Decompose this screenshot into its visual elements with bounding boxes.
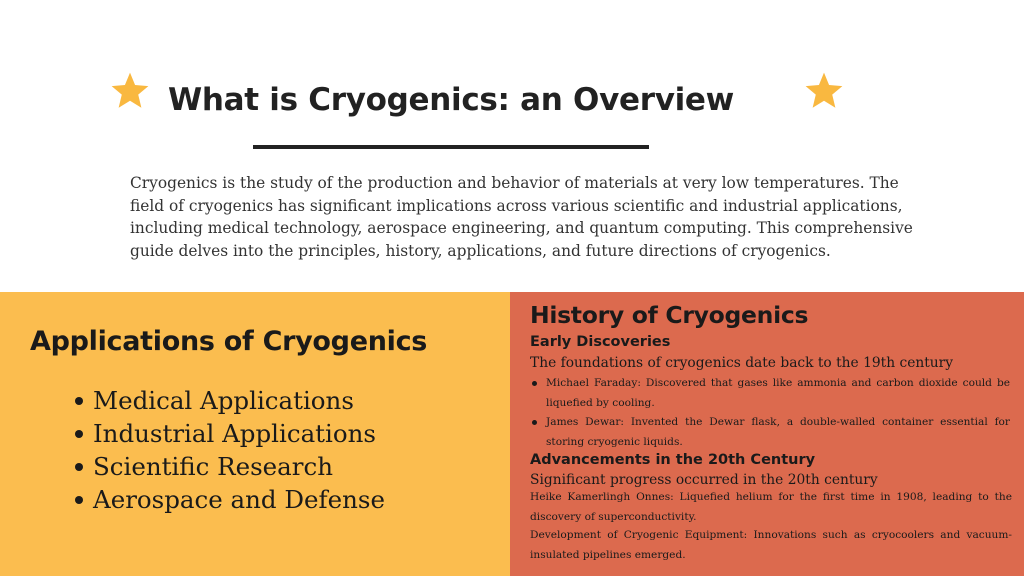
application-label: Aerospace and Defense [93,485,385,514]
bullet-icon [532,381,537,386]
advancements-intro: Significant progress occurred in the 20th century [530,472,878,488]
list-item [530,374,1010,413]
title-divider [253,145,649,149]
applications-list [75,384,385,516]
application-label: Industrial Applications [93,419,376,448]
applications-title: Applications of Cryogenics [30,326,428,357]
star-icon [803,70,845,112]
list-item [530,413,1010,452]
page-title: What is Cryogenics: an Overview [168,82,734,118]
title-row [0,62,1024,138]
history-bullet-text: Michael Faraday: Discovered that gases like ammonia and carbon dioxide could be liquefied by cooling. [546,377,1010,409]
application-label: Scientific Research [93,452,333,481]
advancements-paragraph: Heike Kamerlingh Onnes: Liquefied helium for the first time in 1908, leading to the discovery of superconductivity. [530,491,1012,523]
applications-panel [0,292,510,576]
list-item [75,417,385,450]
intro-paragraph: Cryogenics is the study of the production and behavior of materials at very low temperatures. The field of cryogenics has significant implications across various scientific and industrial applications, including medical technology, aerospace engineering, and quantum computing. This comprehensive guide delves into the principles, history, applications, and future directions of cryogenics. [130,174,913,260]
history-title: History of Cryogenics [530,301,809,329]
list-item [75,483,385,516]
list-item [75,450,385,483]
bullet-icon [75,496,83,504]
history-panel [510,292,1024,576]
application-label: Medical Applications [93,386,354,415]
bullet-icon [75,463,83,471]
list-item [75,384,385,417]
advancements-heading: Advancements in the 20th Century [530,452,816,468]
advancements-paragraph: Development of Cryogenic Equipment: Innovations such as cryocoolers and vacuum-insulated pipelines emerged. [530,529,1012,561]
history-bullet-text: James Dewar: Invented the Dewar flask, a double-walled container essential for storing cryogenic liquids. [546,416,1010,448]
early-discoveries-intro: The foundations of cryogenics date back to the 19th century [530,355,954,371]
early-discoveries-heading: Early Discoveries [530,334,671,350]
early-discoveries-list [530,374,1010,452]
bullet-icon [75,397,83,405]
bullet-icon [75,430,83,438]
bullet-icon [532,420,537,425]
star-icon [109,70,151,112]
